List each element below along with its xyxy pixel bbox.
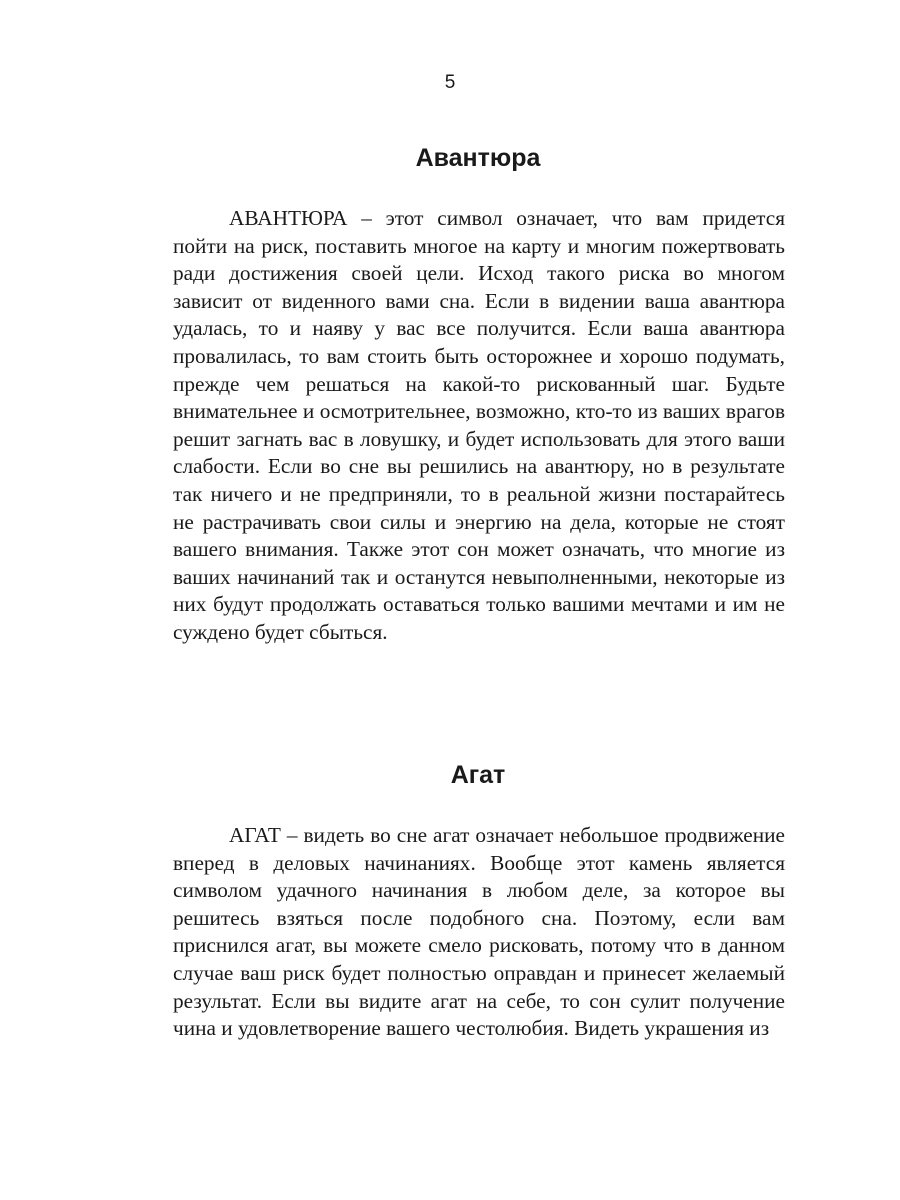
page-number: 5 (444, 72, 456, 93)
entry-title-avantyura: Авантюра (415, 144, 541, 172)
entry-text-agat: АГАТ – видеть во сне агат означает небольшое продвижение вперед в деловых начинаниях. Вообще этот камень является символом удачного начинания в любом деле, за которое вы решитесь взяться после подобного сна. Поэтому, если вам приснился агат, вы можете смело рисковать, потому что в данном случае ваш риск будет полностью оправдан и принесет желаемый результат. Если вы видите агат на себе, то сон сулит получение чина и удовлетворение вашего честолюбия. Видеть украшения из (173, 823, 785, 1041)
entry-title-agat: Агат (450, 761, 506, 789)
entry-text-avantyura: АВАНТЮРА – этот символ означает, что вам придется пойти на риск, поставить многое на карту и многим пожертвовать ради достижения своей цели. Исход такого риска во многом зависит от виденного вами сна. Если в видении ваша авантюра удалась, то и наяву у вас все получится. Если ваша авантюра провалилась, то вам стоить быть осторожнее и хорошо подумать, прежде чем решаться на какой-то рискованный шаг. Будьте внимательнее и осмотрительнее, возможно, кто-то из ваших врагов решит загнать вас в ловушку, и будет использовать для этого ваши слабости. Если во сне вы решились на авантюру, но в результате так ничего и не предприняли, то в реальной жизни постарайтесь не растрачивать свои силы и энергию на дела, которые не стоят вашего внимания. Также этот сон может означать, что многие из ваших начинаний так и останутся невыполненными, некоторые из них будут продолжать оставаться только вашими мечтами и им не суждено будет сбыться. (173, 206, 785, 644)
